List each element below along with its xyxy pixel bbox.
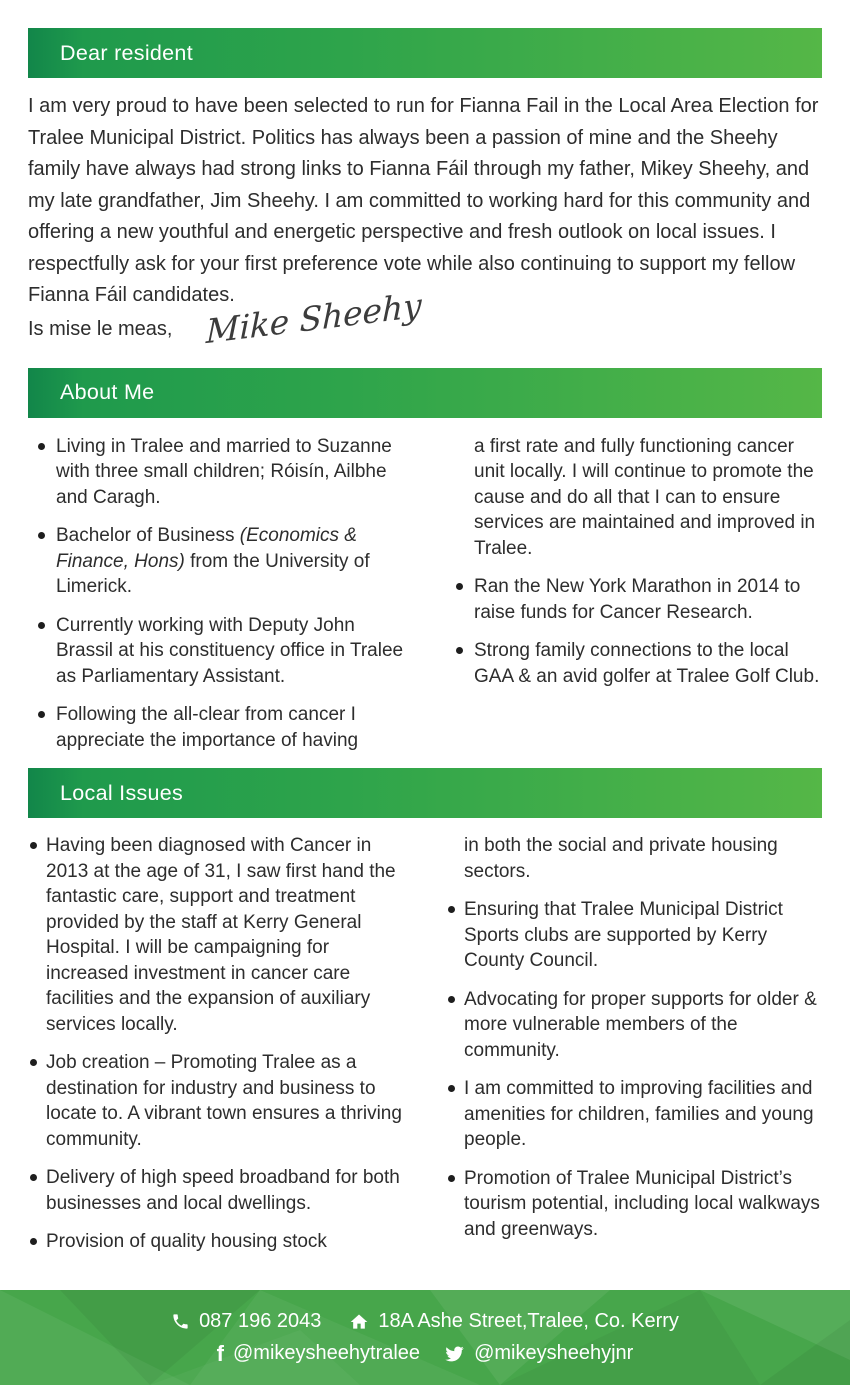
item-text: Ran the New York Marathon in 2014 to raise funds for Cancer Research. xyxy=(474,576,801,623)
twitter-group xyxy=(444,1342,633,1365)
list-item-continuation xyxy=(446,434,822,562)
bullet-dot-icon xyxy=(448,996,455,1003)
footer-contact-row xyxy=(171,1310,679,1333)
item-text: Currently working with Deputy John Brassil at his constituency office in Tralee as Parliamentary Assistant. xyxy=(56,614,404,687)
list-item xyxy=(446,897,822,974)
about-banner xyxy=(28,368,822,418)
list-item xyxy=(28,1229,412,1255)
item-text: Promotion of Tralee Municipal District’s tourism potential, including local walkways and greenways. xyxy=(464,1167,820,1240)
address-group xyxy=(349,1310,679,1333)
item-text-post: from the University of Limerick. xyxy=(56,550,370,597)
list-item xyxy=(28,833,412,1037)
footer-social-row xyxy=(217,1342,634,1365)
item-text: Having been diagnosed with Cancer in 2013 at the age of 31, I saw first hand the fantastic care, support and treatment provided by the staff at Kerry General Hospital. I will be campaigning for increased investment in cancer care facilities and the expansion of auxiliary services locally. xyxy=(46,835,396,1035)
list-item xyxy=(446,987,822,1064)
greeting-banner xyxy=(28,28,822,78)
item-text-pre: Bachelor of Business xyxy=(56,525,240,546)
list-item xyxy=(446,638,822,689)
item-text: Job creation – Promoting Tralee as a destination for industry and business to locate to. A vibrant town ensures a thriving community. xyxy=(46,1052,402,1150)
item-text: Strong family connections to the local GAA & an avid golfer at Tralee Golf Club. xyxy=(474,640,820,687)
signoff-row xyxy=(28,284,822,368)
issues-banner xyxy=(28,768,822,818)
item-text: Ensuring that Tralee Municipal District Sports clubs are supported by Kerry County Council. xyxy=(464,899,783,971)
address-text: 18A Ashe Street,Tralee, Co. Kerry xyxy=(378,1310,679,1332)
greeting-banner-title: Dear resident xyxy=(60,40,193,65)
about-right-column xyxy=(446,434,822,754)
item-text: a first rate and fully functioning cancer unit locally. I will continue to promote the cause and do all that I can to ensure services are maintained and improved in Tralee. xyxy=(474,435,816,559)
closing-line: Is mise le meas, xyxy=(28,317,173,340)
item-text: Living in Tralee and married to Suzanne with three small children; Róisín, Ailbhe and Caragh. xyxy=(56,435,392,508)
bullet-dot-icon xyxy=(456,647,463,654)
bullet-dot-icon xyxy=(448,1175,455,1182)
bullet-dot-icon xyxy=(38,622,45,629)
item-text: Delivery of high speed broadband for both businesses and local dwellings. xyxy=(46,1167,400,1214)
bullet-dot-icon xyxy=(30,1238,37,1245)
item-text xyxy=(56,523,412,600)
list-item xyxy=(28,1050,412,1152)
facebook-handle: @mikeysheehytralee xyxy=(233,1342,421,1364)
list-item-continuation xyxy=(446,833,822,884)
twitter-handle: @mikeysheehyjnr xyxy=(474,1342,634,1364)
facebook-icon: f xyxy=(216,1340,224,1366)
bullet-dot-icon xyxy=(448,906,455,913)
bullet-dot-icon xyxy=(30,842,37,849)
about-left-column xyxy=(28,434,412,754)
bullet-dot-icon xyxy=(30,1174,37,1181)
list-item xyxy=(446,574,822,625)
signature: Mike Sheehy xyxy=(206,284,423,351)
about-columns xyxy=(28,434,822,754)
item-text-italic: (Economics & Finance, Hons) xyxy=(56,525,357,572)
bullet-dot-icon xyxy=(38,443,45,450)
list-item xyxy=(28,434,412,511)
home-icon xyxy=(349,1312,369,1332)
about-banner-title: About Me xyxy=(60,380,155,404)
issues-columns xyxy=(28,833,822,1255)
footer-polygon-texture xyxy=(0,1290,850,1385)
bullet-dot-icon xyxy=(30,1059,37,1066)
leaflet-page xyxy=(0,28,850,1385)
item-text: Advocating for proper supports for older & more vulnerable members of the community. xyxy=(464,988,817,1061)
intro-paragraph: I am very proud to have been selected to run for Fianna Fail in the Local Area Election for Tralee Municipal District. Politics has always been a passion of mine and the Sheehy family have always had strong links to Fianna Fáil through my father, Mikey Sheehy, and my late grandfather, Jim Sheehy. I am committed to working hard for this community and offering a new youthful and energetic perspective and fresh outlook on local issues. I respectfully ask for your first preference vote while also continuing to support my fellow Fianna Fáil candidates. xyxy=(28,95,819,306)
phone-group xyxy=(171,1310,321,1333)
list-item xyxy=(446,1076,822,1153)
issues-right-column xyxy=(446,833,822,1255)
list-item xyxy=(446,1166,822,1243)
facebook-group xyxy=(217,1342,420,1365)
list-item xyxy=(28,613,412,690)
footer xyxy=(0,1290,850,1385)
list-item xyxy=(28,702,412,753)
issues-banner-title: Local Issues xyxy=(60,780,184,805)
item-text: Following the all-clear from cancer I appreciate the importance of having xyxy=(56,704,359,751)
list-item xyxy=(28,1165,412,1216)
bullet-dot-icon xyxy=(448,1085,455,1092)
issues-left-column xyxy=(28,833,412,1255)
list-item xyxy=(28,523,412,600)
item-text: in both the social and private housing sectors. xyxy=(464,835,778,882)
twitter-bird-icon xyxy=(444,1343,465,1364)
phone-number: 087 196 2043 xyxy=(199,1310,322,1332)
bullet-dot-icon xyxy=(456,583,463,590)
bullet-dot-icon xyxy=(38,532,45,539)
item-text: I am committed to improving facilities and amenities for children, families and young people. xyxy=(464,1078,814,1150)
phone-icon xyxy=(171,1312,190,1331)
item-text: Provision of quality housing stock xyxy=(46,1231,327,1252)
bullet-dot-icon xyxy=(38,711,45,718)
